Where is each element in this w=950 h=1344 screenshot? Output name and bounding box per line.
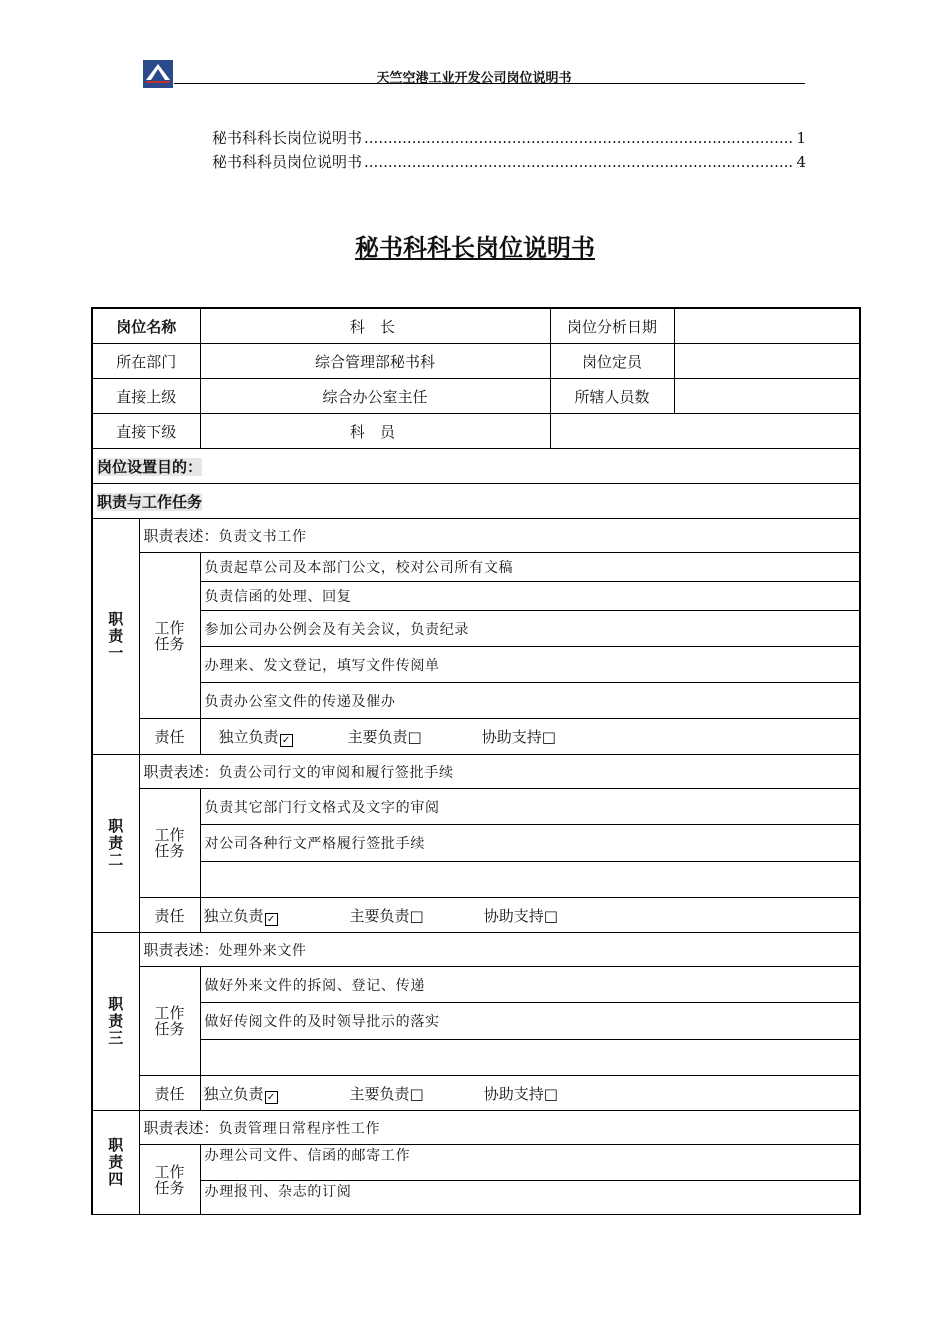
- task-row: [92, 647, 860, 683]
- superior-value: 综合办公室主任: [200, 379, 550, 414]
- task-row: [92, 1040, 860, 1076]
- responsibility-option-label: 独立负责: [218, 728, 279, 746]
- task-item: 办理来、发文登记，填写文件传阅单: [200, 647, 860, 683]
- toc-leader: [364, 150, 794, 174]
- duty-name: [92, 1111, 139, 1215]
- responsibility-row: [92, 898, 860, 933]
- subordinate-blank: [550, 414, 860, 449]
- duty-description-prefix: 职责表述：: [143, 941, 219, 959]
- duty-description-text: 负责公司行文的审阅和履行签批手续: [218, 765, 454, 781]
- duty-description-row: [92, 755, 860, 789]
- position-name-value: 科 长: [200, 308, 550, 344]
- responsibility-options: [200, 898, 860, 933]
- responsibility-row: [92, 719, 860, 755]
- duty-description-row: [92, 1111, 860, 1145]
- duty-description: [139, 933, 860, 967]
- responsibility-option[interactable]: [350, 1083, 424, 1104]
- duty-name-text: 职责二: [108, 817, 124, 869]
- quota-value: [674, 344, 860, 379]
- checked-checkbox-icon[interactable]: ✓: [265, 1091, 278, 1104]
- responsibility-row: [92, 1076, 860, 1111]
- task-label-text: 工作 任务: [154, 826, 185, 860]
- task-row: [92, 1003, 860, 1040]
- task-item: 负责起草公司及本部门公文，校对公司所有文稿: [200, 553, 860, 582]
- page-header: [143, 60, 805, 88]
- responsibility-option-label: 主要负责: [347, 728, 408, 746]
- purpose-section: [92, 449, 860, 484]
- task-row: [92, 789, 860, 825]
- responsibility-option-label: 协助支持: [483, 906, 544, 925]
- document-title: 秘书科科长岗位说明书: [355, 233, 595, 262]
- task-row: [92, 582, 860, 611]
- unchecked-checkbox-icon[interactable]: □: [541, 728, 556, 746]
- responsibility-option[interactable]: [484, 905, 558, 926]
- duty-description: [139, 1111, 860, 1145]
- task-label: [139, 967, 200, 1076]
- unchecked-checkbox-icon[interactable]: □: [409, 906, 424, 925]
- responsibility-options: [200, 1076, 860, 1111]
- job-description-table: [91, 307, 861, 1215]
- task-item: 负责其它部门行文格式及文字的审阅: [200, 789, 860, 825]
- duty-description: [139, 519, 860, 553]
- task-item: [200, 1040, 860, 1076]
- task-label: [139, 553, 200, 719]
- duty-description-prefix: 职责表述：: [143, 763, 219, 781]
- responsibility-option-label: 主要负责: [349, 1084, 410, 1103]
- task-row: [92, 1181, 860, 1215]
- responsibility-option[interactable]: [204, 905, 278, 926]
- quota-label: 岗位定员: [550, 344, 674, 379]
- task-item: 负责办公室文件的传递及催办: [200, 683, 860, 719]
- checked-checkbox-icon[interactable]: ✓: [280, 734, 293, 747]
- position-name-label: 岗位名称: [92, 308, 200, 344]
- task-row: [92, 1145, 860, 1181]
- responsibility-label: 责任: [139, 898, 200, 933]
- task-item: 对公司各种行文严格履行签批手续: [200, 825, 860, 862]
- task-row: [92, 967, 860, 1003]
- duty-description: [139, 755, 860, 789]
- responsibility-option[interactable]: [348, 726, 422, 747]
- responsibility-option-label: 协助支持: [481, 728, 542, 746]
- toc-entry-page: 4: [796, 153, 806, 171]
- responsibility-option-label: 主要负责: [349, 906, 410, 925]
- responsibility-option[interactable]: [350, 905, 424, 926]
- unchecked-checkbox-icon[interactable]: □: [409, 1084, 424, 1103]
- task-item: 做好传阅文件的及时领导批示的落实: [200, 1003, 860, 1040]
- task-label: [139, 789, 200, 898]
- task-item: 办理公司文件、信函的邮寄工作: [200, 1145, 860, 1181]
- duty-name: [92, 933, 139, 1111]
- unchecked-checkbox-icon[interactable]: □: [407, 728, 422, 746]
- duties-section: [92, 484, 860, 519]
- duty-description-prefix: 职责表述：: [143, 1119, 219, 1137]
- analysis-date-label: 岗位分析日期: [550, 308, 674, 344]
- analysis-date-value: [674, 308, 860, 344]
- responsibility-label: 责任: [139, 1076, 200, 1111]
- responsibility-option[interactable]: [219, 726, 293, 747]
- duty-name-text: 职责四: [108, 1136, 124, 1188]
- responsibility-option-label: 独立负责: [203, 906, 264, 925]
- task-item: 做好外来文件的拆阅、登记、传递: [200, 967, 860, 1003]
- unchecked-checkbox-icon[interactable]: □: [543, 906, 558, 925]
- task-row: [92, 862, 860, 898]
- responsibility-label: 责任: [139, 719, 200, 755]
- task-row: [92, 611, 860, 647]
- duty-description-text: 处理外来文件: [218, 943, 307, 959]
- duty-name-text: 职责一: [108, 610, 124, 662]
- responsibility-option[interactable]: [204, 1083, 278, 1104]
- duty-description-prefix: 职责表述：: [143, 527, 219, 545]
- duty-description-row: [92, 933, 860, 967]
- task-label: [139, 1145, 200, 1215]
- toc-entry-text: 秘书科科长岗位说明书: [212, 129, 363, 147]
- responsibility-option[interactable]: [482, 726, 556, 747]
- department-value: 综合管理部秘书科: [200, 344, 550, 379]
- duty-rows: [92, 519, 860, 1215]
- task-item: [200, 862, 860, 898]
- responsibility-option[interactable]: [484, 1083, 558, 1104]
- toc-entry[interactable]: [212, 126, 806, 150]
- responsibility-option-label: 独立负责: [203, 1084, 264, 1103]
- duty-name: [92, 755, 139, 933]
- staff-count-value: [674, 379, 860, 414]
- table-of-contents: [212, 126, 806, 174]
- task-label-text: 工作 任务: [154, 618, 185, 653]
- toc-entry[interactable]: [212, 150, 806, 174]
- toc-entry-text: 秘书科科员岗位说明书: [212, 153, 363, 171]
- duty-description-text: 负责管理日常程序性工作: [218, 1121, 381, 1137]
- task-row: [92, 553, 860, 582]
- task-item: 参加公司办公例会及有关会议，负责纪录: [200, 611, 860, 647]
- toc-leader: [364, 126, 794, 150]
- task-row: [92, 825, 860, 862]
- subordinate-value: 科 员: [200, 414, 550, 449]
- task-item: 办理报刊、杂志的订阅: [200, 1181, 860, 1215]
- task-label-text: 工作 任务: [154, 1162, 185, 1197]
- task-item: 负责信函的处理、回复: [200, 582, 860, 611]
- department-label: 所在部门: [92, 344, 200, 379]
- duty-description-row: [92, 519, 860, 553]
- purpose-label: 岗位设置目的：: [97, 457, 203, 476]
- task-row: [92, 683, 860, 719]
- toc-entry-page: 1: [796, 129, 806, 147]
- duties-label: 职责与工作任务: [97, 492, 203, 511]
- duty-name-text: 职责三: [108, 995, 124, 1047]
- checked-checkbox-icon[interactable]: ✓: [265, 913, 278, 926]
- responsibility-option-label: 协助支持: [483, 1084, 544, 1103]
- subordinate-label: 直接下级: [92, 414, 200, 449]
- header-title: 天竺空港工业开发公司岗位说明书: [376, 71, 572, 86]
- duty-name: [92, 519, 139, 755]
- superior-label: 直接上级: [92, 379, 200, 414]
- task-label-text: 工作 任务: [154, 1004, 185, 1038]
- staff-count-label: 所辖人员数: [550, 379, 674, 414]
- duty-description-text: 负责文书工作: [218, 529, 307, 545]
- responsibility-options: [200, 719, 860, 755]
- unchecked-checkbox-icon[interactable]: □: [543, 1084, 558, 1103]
